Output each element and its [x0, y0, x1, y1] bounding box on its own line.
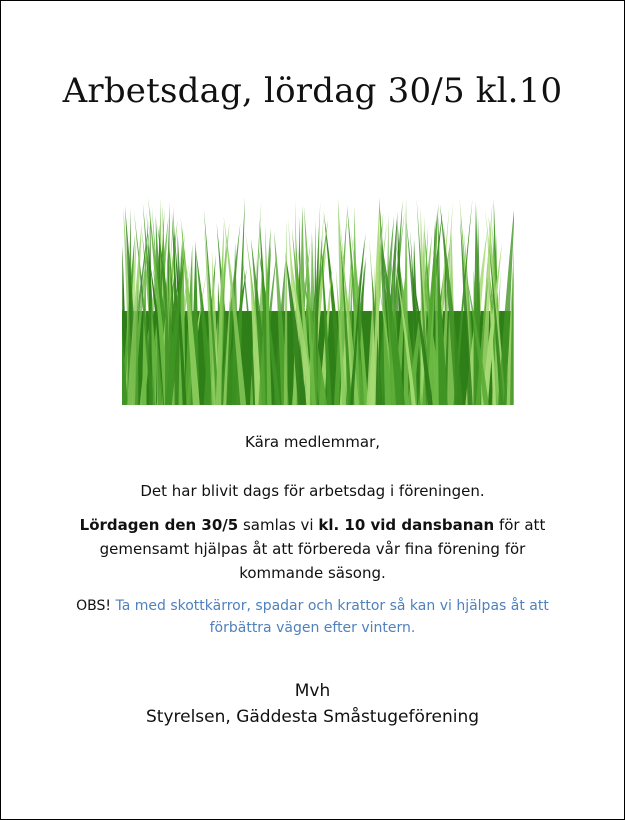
intro-text: Det har blivit dags för arbetsdag i föreningen.: [140, 482, 485, 500]
greeting-text: Kära medlemmar,: [245, 433, 380, 451]
grass-image: [122, 191, 514, 405]
main-text-2: för att gemensamt hjälpas åt att förbereda vår fina förening för kommande säsong.: [99, 516, 546, 582]
closing-text: Mvh: [294, 681, 331, 701]
obs-paragraph: [71, 595, 554, 639]
signature-text: Styrelsen, Gäddesta Småstugeförening: [145, 707, 480, 727]
time-place-bold: kl. 10 vid dansbanan: [318, 516, 495, 534]
date-bold: Lördagen den 30/5: [79, 516, 239, 534]
main-paragraph: [71, 513, 554, 585]
main-text-1: samlas vi: [238, 516, 319, 534]
obs-label: OBS!: [76, 598, 112, 614]
obs-text: Ta med skottkärror, spadar och krattor så kan vi hjälpas åt att förbättra vägen efter vintern.: [111, 598, 549, 636]
page-title: Arbetsdag, lördag 30/5 kl.10: [62, 71, 563, 111]
